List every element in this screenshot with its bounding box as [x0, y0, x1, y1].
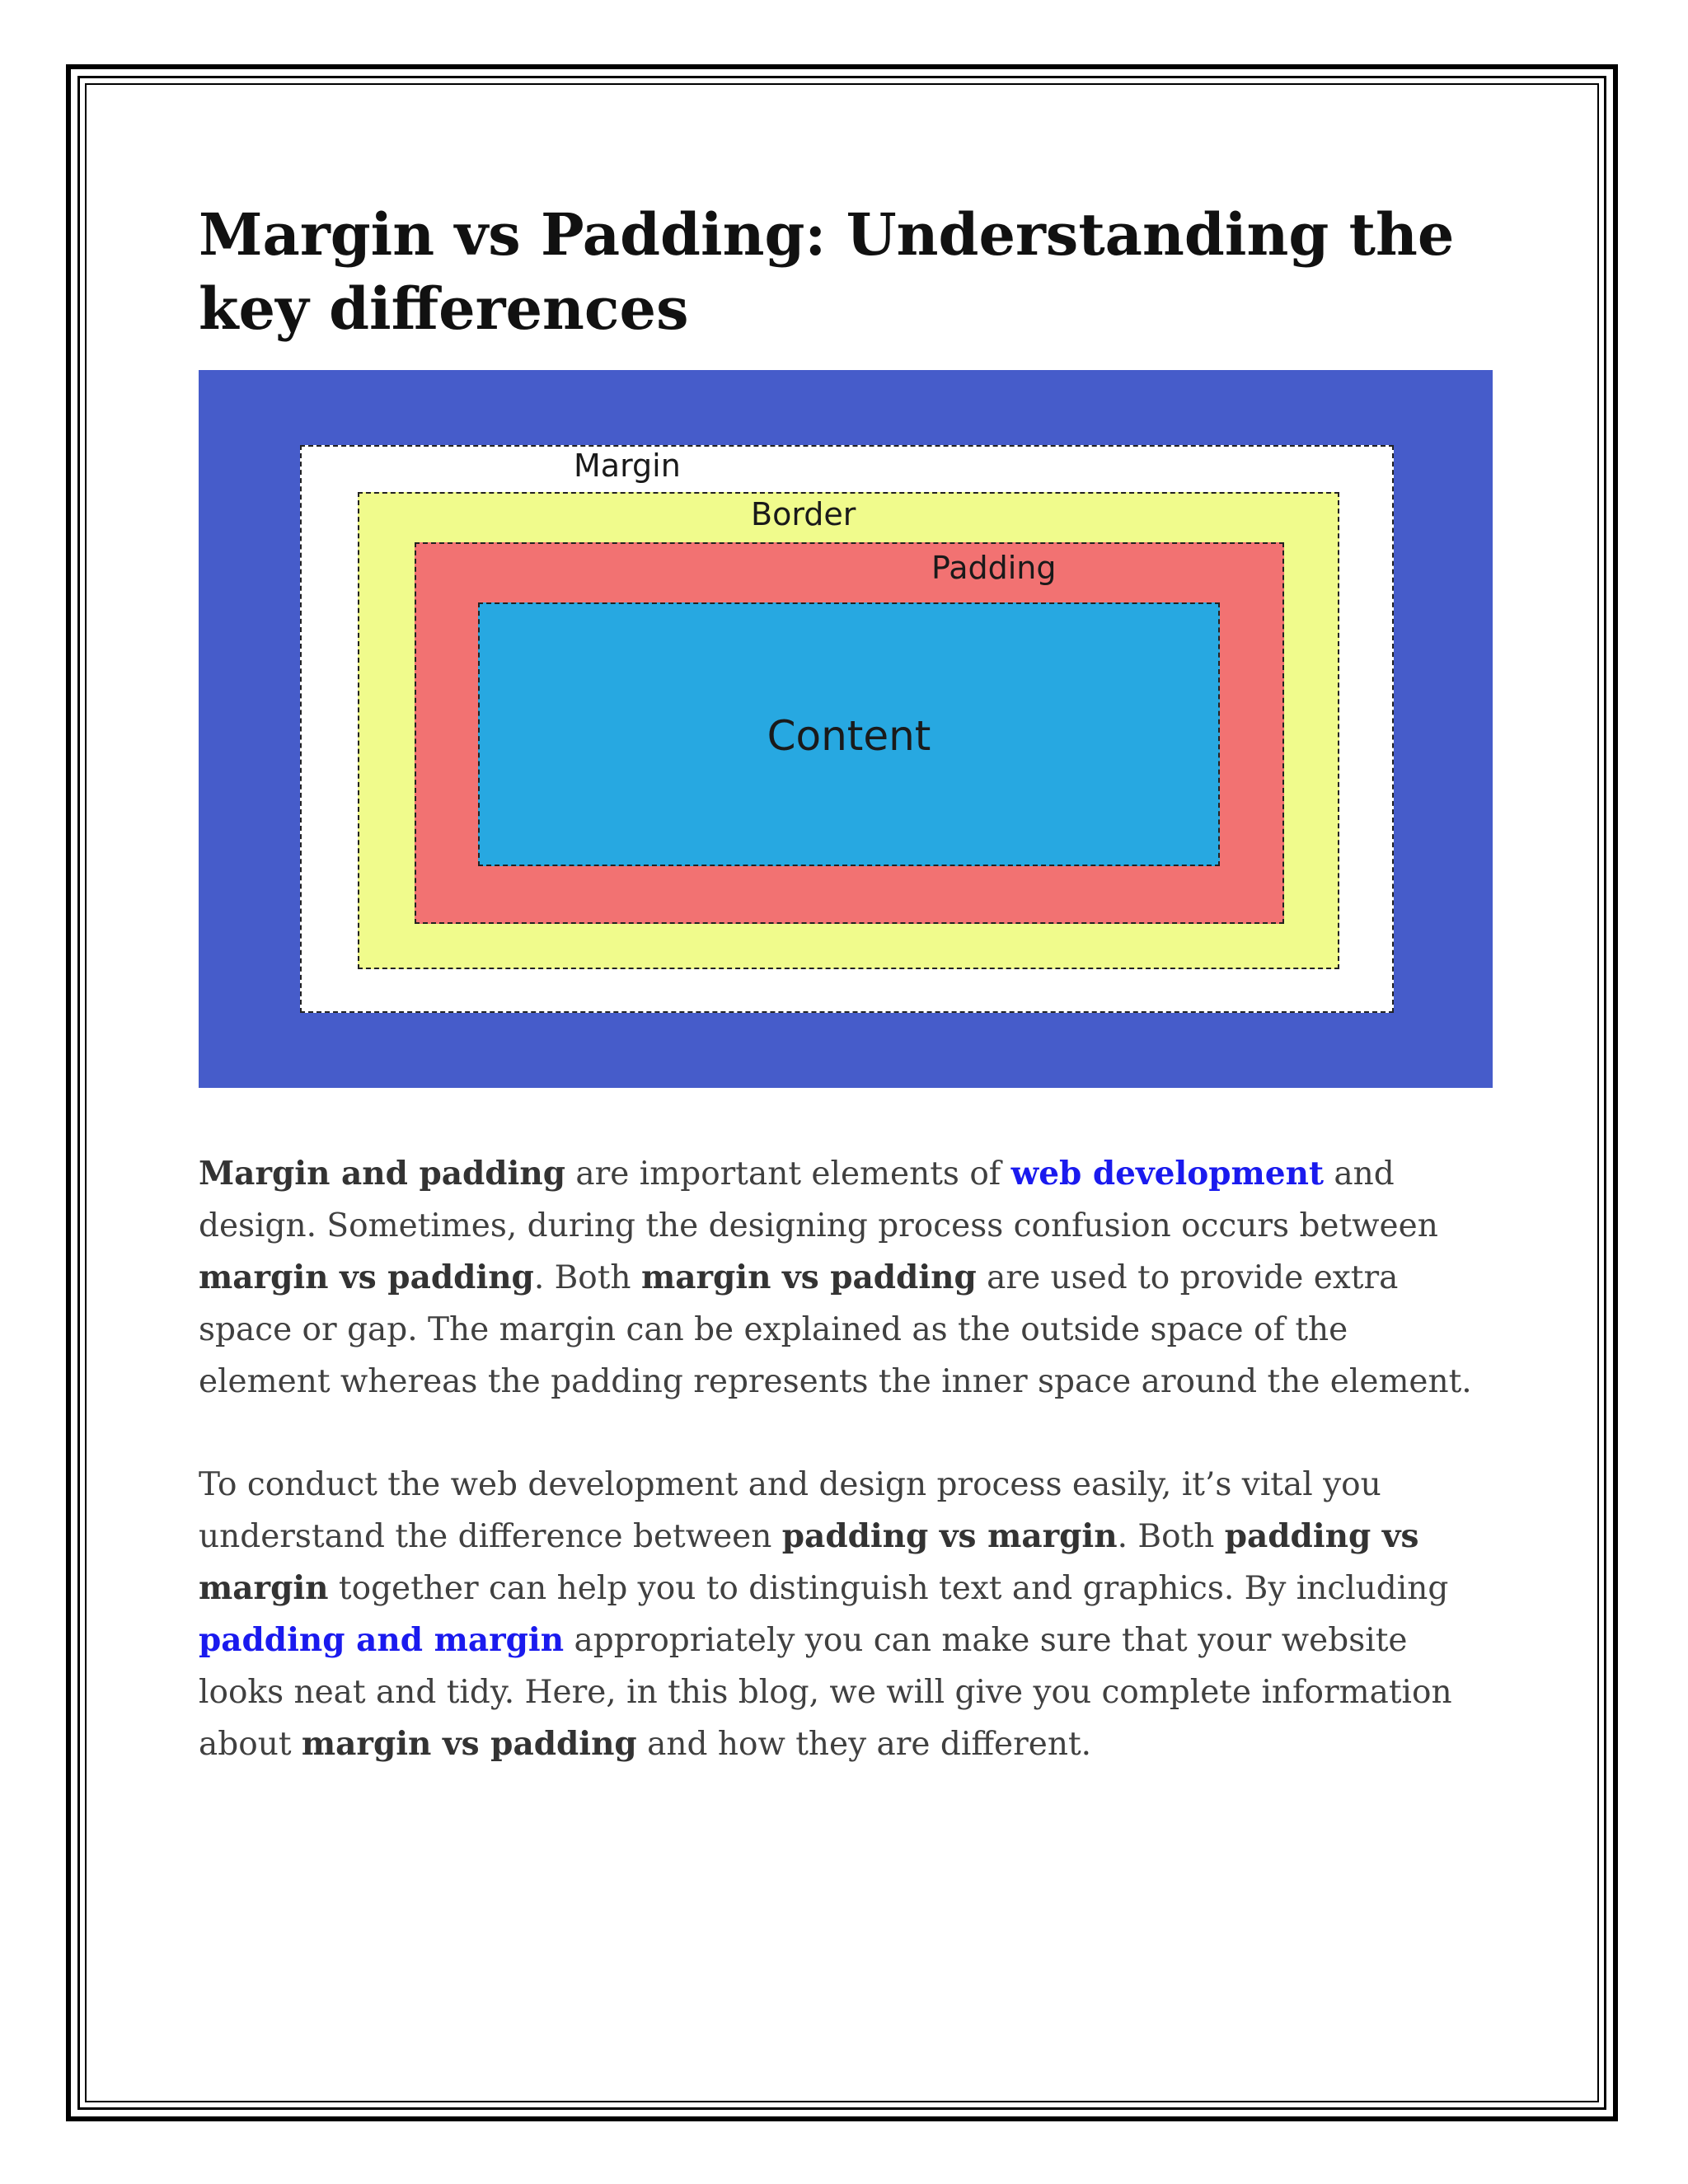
- padding-label: Padding: [931, 550, 1057, 586]
- bold-phrase: margin vs padding: [199, 1258, 534, 1296]
- intro-paragraph: [199, 1148, 1484, 1408]
- paragraph-text: To conduct the web development and design process easily, it’s vital you understand the difference between: [199, 1466, 1381, 1555]
- paragraph-text: . Both: [533, 1259, 641, 1296]
- paragraph-text: and design. Sometimes, during the designing process confusion occurs between: [199, 1155, 1438, 1244]
- web-development-link[interactable]: web development: [1010, 1155, 1324, 1193]
- paragraph-text: appropriately you can make sure that your website looks neat and tidy. Here, in this blog, we will give you complete information about: [199, 1622, 1452, 1763]
- bold-phrase: margin vs padding: [301, 1725, 637, 1763]
- second-paragraph: [199, 1459, 1484, 1770]
- bold-phrase: Margin and padding: [199, 1155, 565, 1193]
- padding-and-margin-link[interactable]: padding and margin: [199, 1621, 565, 1659]
- paragraph-text: . Both: [1117, 1518, 1225, 1555]
- bold-phrase: padding vs margin: [781, 1517, 1118, 1555]
- margin-layer: [300, 445, 1394, 1013]
- border-label: Border: [751, 496, 856, 532]
- margin-label: Margin: [574, 448, 681, 484]
- content-label: Content: [767, 712, 931, 760]
- bold-phrase: padding vs margin: [199, 1517, 1419, 1607]
- bold-phrase: margin vs padding: [640, 1258, 977, 1296]
- border-layer: [358, 492, 1339, 969]
- box-model-diagram: [199, 370, 1493, 1088]
- content-layer: [478, 602, 1220, 866]
- padding-layer: [415, 542, 1284, 924]
- page-title: Margin vs Padding: Understanding the key differences: [199, 200, 1455, 343]
- paragraph-text: and how they are different.: [636, 1726, 1092, 1763]
- paragraph-text: are used to provide extra space or gap. The margin can be explained as the outside space of the element whereas the padding represents the inner space around the element.: [199, 1259, 1472, 1400]
- paragraph-text: are important elements of: [565, 1155, 1011, 1193]
- paragraph-text: together can help you to distinguish text and graphics. By including: [328, 1570, 1449, 1607]
